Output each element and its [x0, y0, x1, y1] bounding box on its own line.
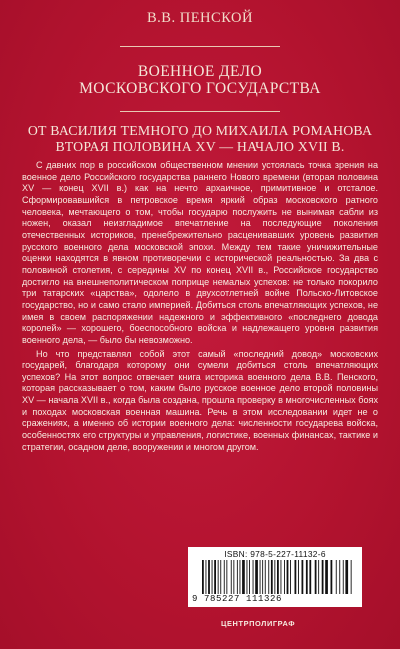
barcode-bar: [315, 560, 317, 594]
barcode: [188, 547, 362, 607]
barcode-bar: [231, 560, 232, 594]
barcode-bar: [218, 560, 219, 594]
barcode-bar: [233, 560, 234, 594]
barcode-bar: [281, 560, 282, 594]
barcode-bar: [265, 560, 266, 594]
barcode-bar: [255, 560, 258, 594]
barcode-bar: [318, 560, 319, 594]
book-title: [0, 63, 400, 97]
annotation-text: [22, 160, 378, 453]
barcode-bar: [262, 560, 263, 594]
barcode-bar: [284, 560, 285, 594]
barcode-bar: [295, 560, 297, 594]
barcode-bar: [212, 560, 213, 594]
subtitle-line-2: ВТОРАЯ ПОЛОВИНА XV — НАЧАЛО XVII В.: [55, 139, 345, 154]
barcode-bars: [202, 560, 352, 594]
barcode-bar: [274, 560, 275, 594]
barcode-bar: [325, 560, 328, 594]
barcode-bar: [351, 560, 352, 594]
barcode-bar: [287, 560, 289, 594]
barcode-bar: [277, 560, 279, 594]
barcode-bar: [240, 560, 241, 594]
barcode-bar: [309, 560, 311, 594]
publisher-logo: ЦЕНТРПОЛИГРАФ: [221, 619, 296, 628]
isbn-label: ISBN: 978-5-227-11132-6: [224, 549, 326, 559]
barcode-bar: [242, 560, 245, 594]
annotation-paragraph-1: С давних пор в российском общественном мнении устоялась точка зрения на военное дело Российского государства раннего Нового времени (вторая половина XV — конец XVII в.) как на нечто архаичное, примитивное и отсталое. Сформировавшийся в петровское время яркий образ московского ратного человека, мечтающего о том, чтобы государю послужить не вынимая сабли из ножен, оказал неизгладимое впечатление на последующие поколения отечественных историков, пренебрежительно расценивавших уровень развития русского военного дела московской эпохи. Между тем такие уничижительные оценки находятся в явном противоречии с исторической реальностью. За два с половиной столетия, с середины XV по конец XVII в., Российское государство достигло на внешнеполитическом поприще немалых успехов: не только покорило три татарских «царства», одолело в двухсотлетней войне Польско-Литовское государство, но и само стало империей. Добиться столь впечатляющих успехов, не имея в своем распоряжении надежного и эффективного «последнего довода королей» — хорошего, боеспособного войска и надлежащего уровня развития военного дела, — было бы невозможно.: [22, 160, 378, 345]
barcode-bar: [253, 560, 254, 594]
barcode-bar: [322, 560, 324, 594]
barcode-bar: [339, 560, 340, 594]
barcode-bar: [331, 560, 333, 594]
barcode-bar: [345, 560, 348, 594]
barcode-bar: [306, 560, 308, 594]
barcode-bar: [249, 560, 250, 594]
annotation-paragraph-2: Но что представлял собой этот самый «последний довод» московских государей, благодаря которому они сумели добиться столь впечатляющих успехов? На этот вопрос отвечает книга историка военного дела В.В. Пенского, которая рассказывает о том, каким было русское военное дело второй половины XV — начала XVII в., когда была создана, прошла проверку в многочисленных боях и походах московская военная машина. Речь в этом исследовании идет не о сражениях, а именно об истории военного дела: численности государева войска, особенностях его структуры и управления, логистике, военных финансах, тактике и стратегии, осадном деле, вооружении и многом другом.: [22, 348, 378, 452]
barcode-bar: [214, 560, 216, 594]
barcode-bar: [290, 560, 291, 594]
title-line-1: ВОЕННОЕ ДЕЛО: [137, 63, 263, 80]
barcode-bar: [208, 560, 210, 594]
barcode-bar: [220, 560, 221, 594]
title-line-2: МОСКОВСКОГО ГОСУДАРСТВА: [79, 80, 321, 97]
book-subtitle: [0, 123, 400, 155]
barcode-bar: [268, 560, 269, 594]
barcode-bar: [224, 560, 225, 594]
title-divider: [120, 111, 280, 112]
barcode-bar: [202, 560, 204, 594]
subtitle-line-1: ОТ ВАСИЛИЯ ТЕМНОГО ДО МИХАИЛА РОМАНОВА: [27, 123, 373, 138]
barcode-digits: 9 785227 111326: [192, 594, 283, 604]
barcode-bar: [206, 560, 207, 594]
barcode-bar: [226, 560, 227, 594]
barcode-bar: [237, 560, 238, 594]
top-divider: [120, 46, 280, 47]
barcode-bar: [302, 560, 304, 594]
barcode-bar: [343, 560, 344, 594]
author-name: В.В. ПЕНСКОЙ: [147, 10, 253, 26]
barcode-bar: [247, 560, 248, 594]
barcode-bar: [298, 560, 299, 594]
barcode-bar: [260, 560, 261, 594]
barcode-bar: [336, 560, 337, 594]
barcode-bar: [271, 560, 273, 594]
